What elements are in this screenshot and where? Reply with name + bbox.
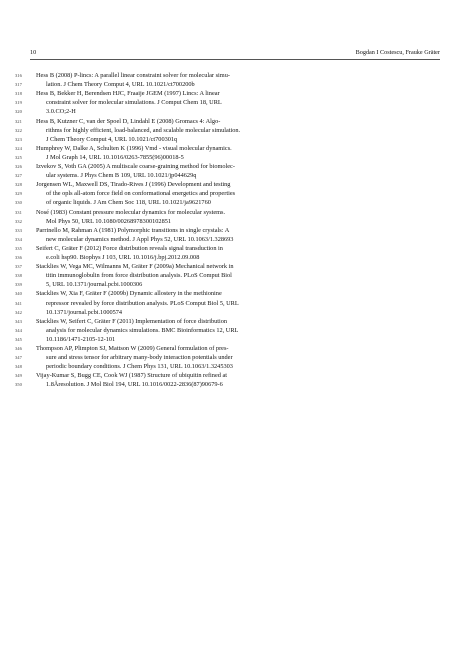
running-header	[30, 49, 440, 60]
reference-text: 10.1186/1471-2105-12-101	[46, 335, 116, 343]
reference-line	[0, 280, 474, 289]
reference-text: Jorgensen WL, Maxwell DS, Tirado-Rives J (1996) Development and testing	[36, 181, 231, 189]
line-number: 346	[15, 346, 22, 351]
line-number: 334	[15, 236, 22, 242]
line-number: 319	[15, 100, 22, 106]
line-number: 317	[15, 82, 22, 88]
reference-line	[0, 153, 474, 162]
line-number: 350	[15, 382, 22, 388]
line-number: 322	[15, 127, 22, 133]
reference-text: Stacklies W, Seifert C, Gräter F (2011) Implementation of force distribution	[36, 317, 228, 325]
reference-line	[0, 162, 474, 171]
reference-line	[0, 308, 474, 317]
reference-text: Seifert C, Gräter F (2012) Force distribution reveals signal transduction in	[36, 244, 223, 252]
line-number: 335	[15, 245, 22, 251]
reference-text: repressor revealed by force distribution analysis. PLoS Comput Biol 5, URL	[46, 299, 239, 307]
line-number: 323	[15, 136, 22, 142]
reference-text: periodic boundary conditions. J Chem Phys 131, URL 10.1063/1.3245303	[46, 363, 233, 371]
reference-text: Humphrey W, Dalke A, Schulten K (1996) Vmd - visual molecular dynamics.	[36, 144, 232, 152]
reference-line	[0, 244, 474, 253]
reference-text: Nosé (1983) Constant pressure molecular dynamics for molecular systems.	[36, 208, 226, 216]
reference-line	[0, 317, 474, 326]
reference-text: Parrinello M, Rahman A (1981) Polymorphic transitions in single crystals: A	[36, 226, 230, 234]
reference-text: rithms for highly efficient, load-balanced, and scalable molecular simulation.	[46, 126, 241, 134]
reference-line	[0, 271, 474, 280]
line-number: 320	[15, 109, 22, 115]
reference-text: Mol Phys 50, URL 10.1080/00268978300102851	[46, 217, 172, 225]
line-number: 330	[15, 200, 22, 206]
reference-text: new molecular dynamics method. J Appl Phys 52, URL 10.1063/1.328693	[46, 235, 234, 243]
line-number: 343	[15, 318, 22, 324]
line-number: 333	[15, 227, 22, 233]
reference-line	[0, 253, 474, 262]
line-number: 345	[15, 336, 22, 342]
reference-line	[0, 171, 474, 180]
reference-line	[0, 80, 474, 89]
reference-line	[0, 144, 474, 153]
reference-text: constraint solver for molecular simulations. J Comput Chem 18, URL	[46, 99, 222, 107]
reference-line	[0, 117, 474, 126]
line-number: 325	[15, 154, 22, 160]
reference-text: J Mol Graph 14, URL 10.1016/0263-7855(96)00018-5	[46, 153, 184, 161]
reference-text: ular systems. J Phys Chem B 109, URL 10.1021/jp044629q	[46, 172, 197, 180]
line-number: 341	[15, 300, 22, 306]
reference-text: Hess B (2008) P-lincs: A parallel linear constraint solver for molecular simu-	[36, 72, 230, 79]
reference-line	[0, 344, 474, 353]
running-header-authors: Bogdan I Costescu, Frauke Gräter	[355, 49, 440, 56]
reference-text: Stacklies W, Vega MC, Wilmanns M, Gräter F (2009a) Mechanical network in	[36, 263, 234, 271]
reference-line	[0, 217, 474, 226]
reference-line	[0, 380, 474, 389]
line-number: 342	[15, 309, 22, 315]
reference-text: analysis for molecular dynamics simulations. BMC Bioinformatics 12, URL	[46, 326, 239, 334]
line-number: 336	[15, 255, 22, 260]
reference-text: Vijay-Kumar S, Bugg CE, Cook WJ (1987) Structure of ubiquitin refined at	[36, 372, 228, 380]
line-number: 347	[15, 355, 22, 361]
line-number: 326	[15, 164, 22, 169]
reference-line	[0, 335, 474, 344]
line-number: 338	[15, 273, 22, 279]
reference-line	[0, 198, 474, 207]
line-number: 344	[15, 327, 22, 333]
reference-text: Izvekov S, Voth GA (2005) A multiscale coarse-graining method for biomolec-	[36, 163, 235, 170]
reference-text: Hess B, Bekker H, Berendsen HJC, Fraaije JGEM (1997) Lincs: A linear	[36, 90, 220, 98]
reference-text: lation. J Chem Theory Comput 4, URL 10.1021/ct700200b	[46, 81, 195, 89]
reference-line	[0, 89, 474, 98]
reference-line	[0, 299, 474, 308]
reference-text: 10.1371/journal.pcbi.1000574	[46, 308, 123, 316]
reference-line	[0, 326, 474, 335]
line-number: 316	[15, 73, 22, 78]
reference-text: sure and stress tensor for arbitrary many-body interaction potentials under	[46, 354, 233, 362]
reference-text: Stacklies W, Xia F, Gräter F (2009b) Dynamic allostery in the methionine	[36, 290, 222, 298]
line-number: 321	[15, 118, 22, 124]
reference-line	[0, 98, 474, 107]
line-number: 349	[15, 373, 22, 379]
reference-text: of organic liquids. J Am Chem Soc 118, URL 10.1021/ja9621760	[46, 199, 211, 207]
reference-line	[0, 107, 474, 116]
line-number: 327	[15, 173, 22, 179]
reference-text: of the opls all-atom force field on conformational energetics and properties	[46, 190, 236, 198]
reference-line	[0, 353, 474, 362]
reference-line	[0, 289, 474, 298]
reference-line	[0, 71, 474, 80]
line-number: 339	[15, 282, 22, 288]
line-number: 324	[15, 145, 22, 151]
line-number: 329	[15, 191, 22, 197]
line-number: 331	[15, 209, 22, 215]
reference-line	[0, 262, 474, 271]
reference-text: titin immunoglobulin from force distribution analysis. PLoS Comput Biol	[46, 272, 232, 280]
page-number: 10	[30, 49, 37, 56]
reference-line	[0, 126, 474, 135]
reference-text: e.coli hsp90. Biophys J 103, URL 10.1016/j.bpj.2012.09.008	[46, 254, 200, 261]
line-number: 328	[15, 182, 22, 188]
reference-line	[0, 235, 474, 244]
reference-line	[0, 189, 474, 198]
reference-text: Hess B, Kutzner C, van der Spoel D, Lindahl E (2008) Gromacs 4: Algo-	[36, 117, 221, 125]
reference-line	[0, 362, 474, 371]
reference-text: 1.8Åresolution. J Mol Biol 194, URL 10.1016/0022-2836(87)90679-6	[46, 381, 223, 389]
reference-line	[0, 180, 474, 189]
reference-text: 5, URL 10.1371/journal.pcbi.1000306	[46, 281, 143, 289]
line-number: 332	[15, 218, 22, 224]
reference-text: 3.0.CO;2-H	[46, 108, 76, 116]
line-number: 340	[15, 291, 22, 297]
line-number: 337	[15, 264, 22, 270]
reference-line	[0, 135, 474, 144]
reference-line	[0, 371, 474, 380]
reference-text: Thompson AP, Plimpton SJ, Mattson W (2009) General formulation of pres-	[36, 345, 229, 352]
reference-line	[0, 208, 474, 217]
line-number: 318	[15, 91, 22, 97]
line-number: 348	[15, 364, 22, 370]
reference-text: J Chem Theory Comput 4, URL 10.1021/ct700301q	[46, 135, 178, 143]
reference-line	[0, 226, 474, 235]
